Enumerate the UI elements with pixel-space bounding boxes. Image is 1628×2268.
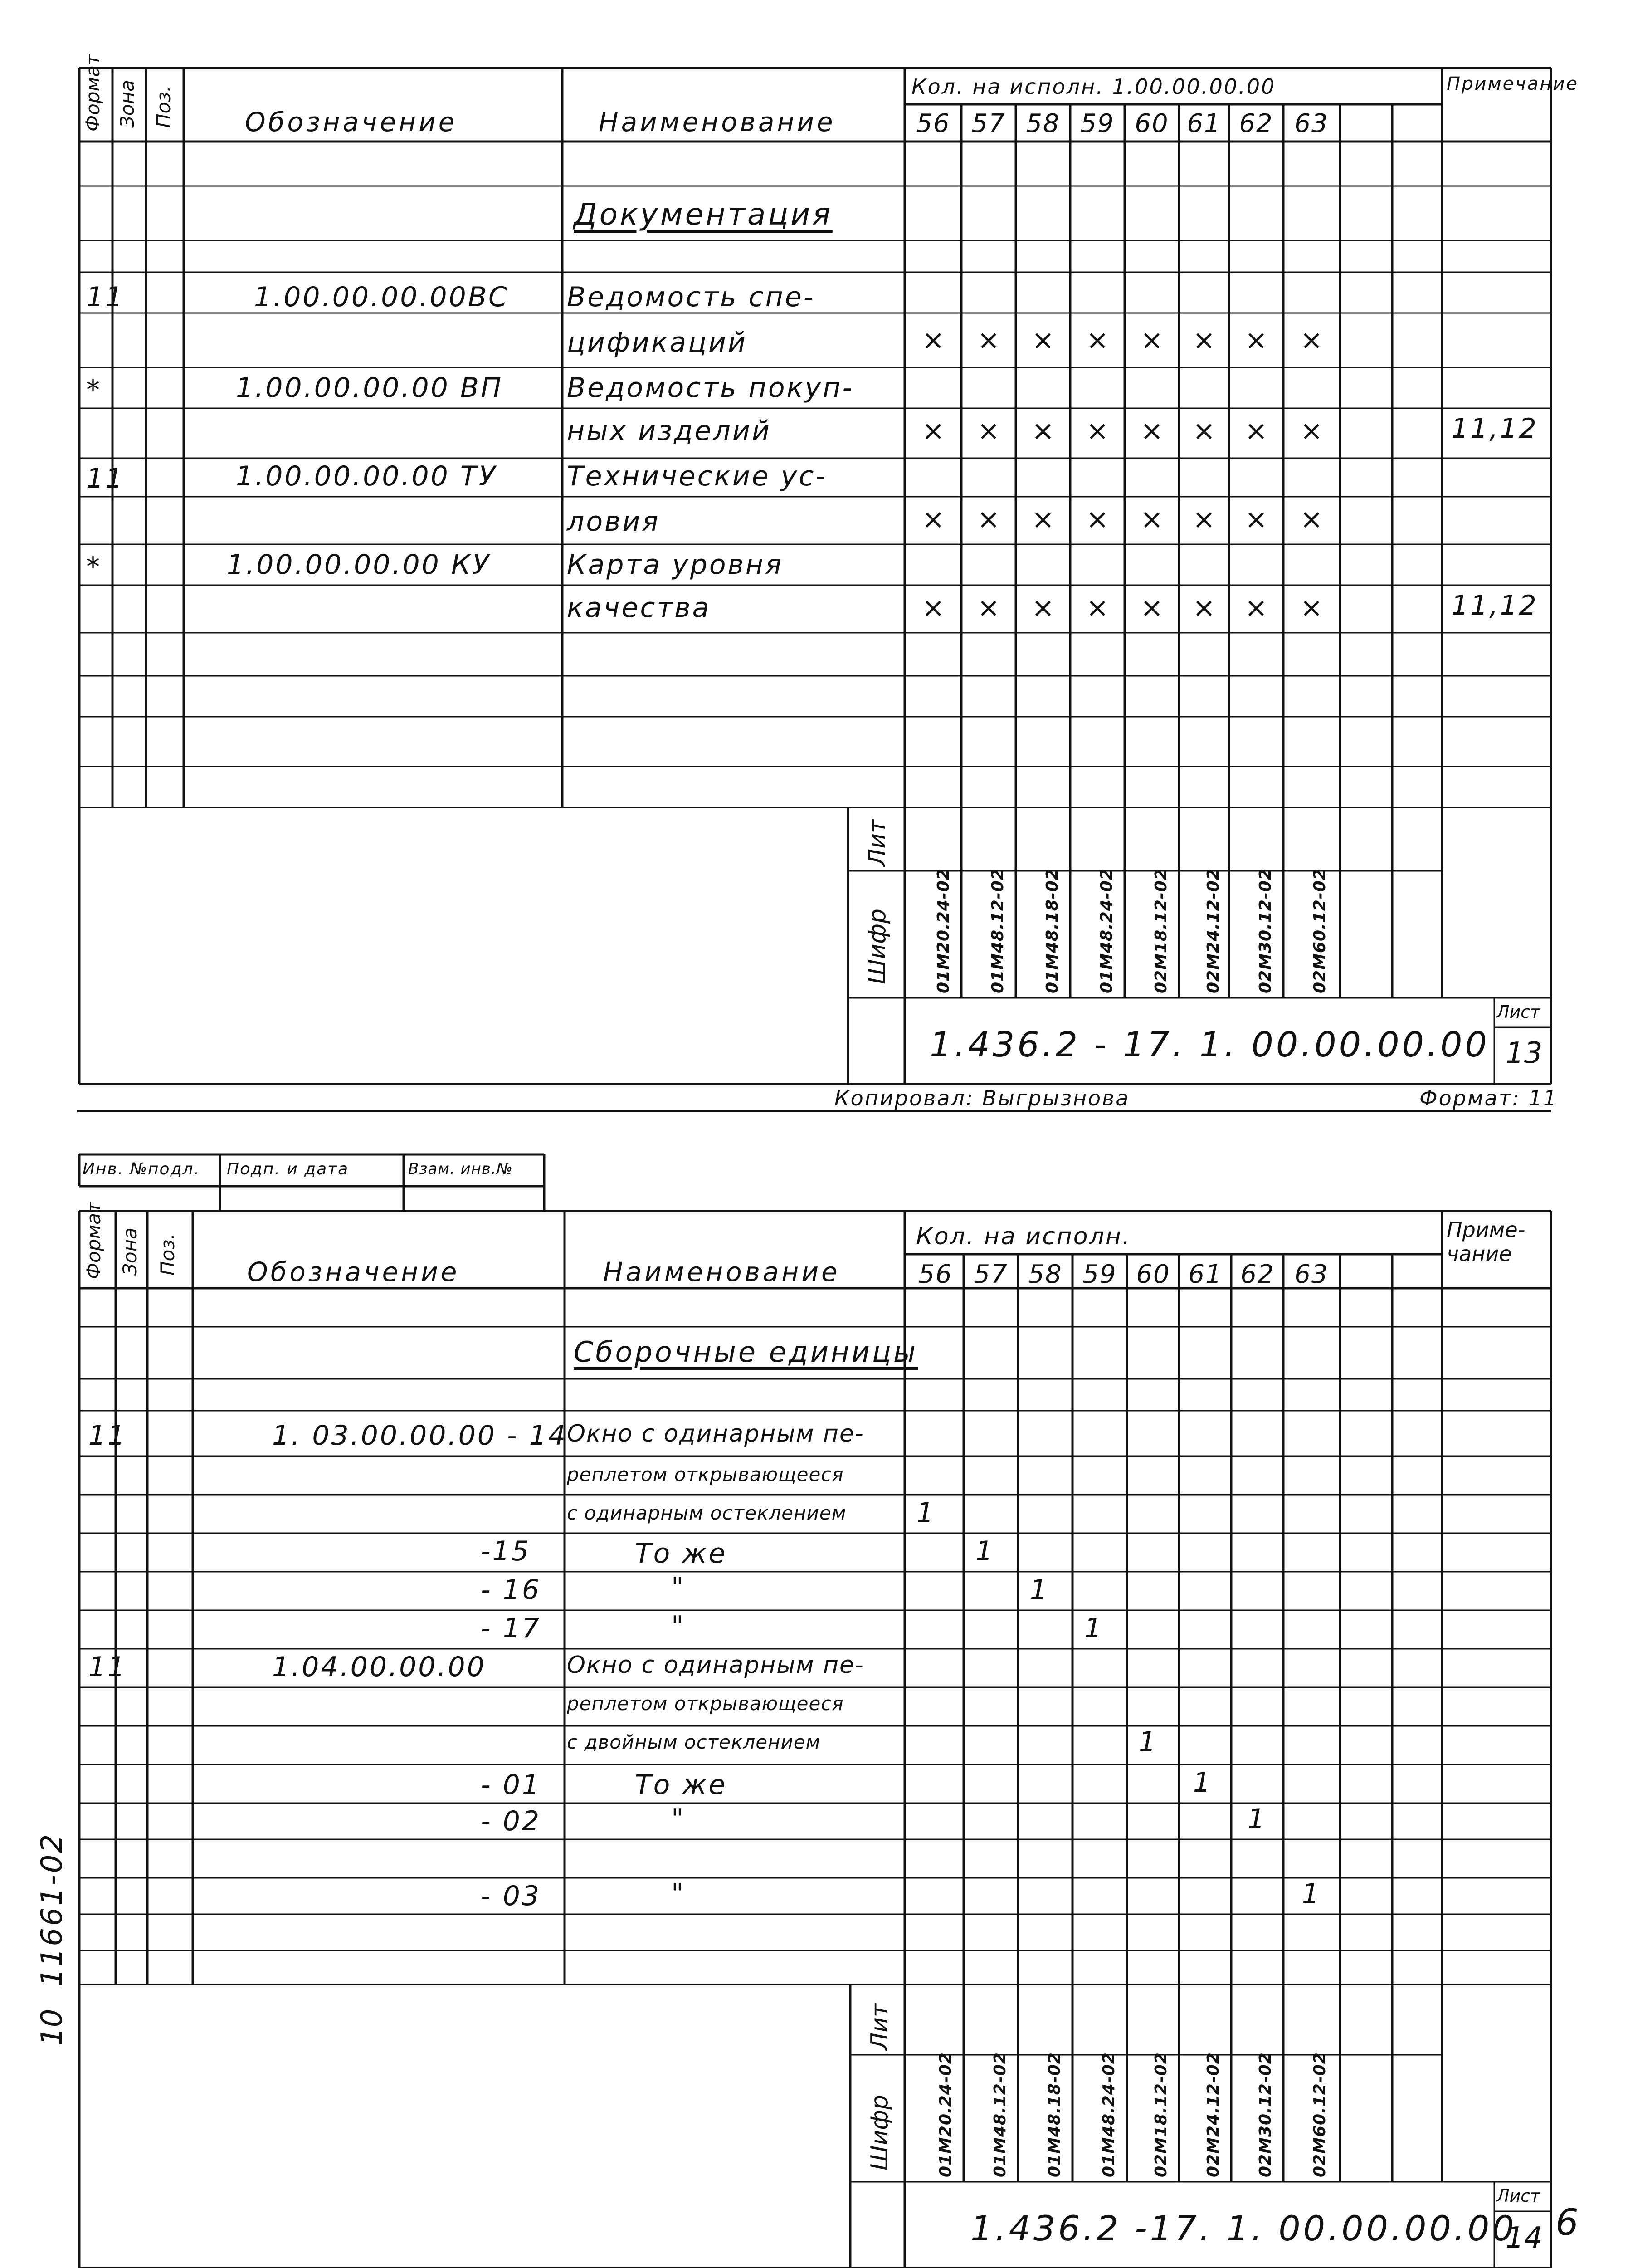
qty-mark: 1 [975, 1535, 993, 1567]
mark-60: × [1140, 503, 1164, 535]
row-name: с одинарным остеклением [567, 1502, 847, 1524]
side-page-number: 10 [35, 2009, 69, 2046]
corner-mark: 6 [1555, 2201, 1579, 2244]
cipher-code: 01М48.18-02 [1045, 2052, 1064, 2177]
row-designation: 1. 03.00.00.00 - 14 [272, 1420, 568, 1452]
row-name-line1: Ведомость спе- [567, 281, 815, 313]
qty-mark: 1 [916, 1497, 934, 1529]
document-number: 1.436.2 -17. 1. 00.00.00.00 [970, 2208, 1517, 2248]
mark-61: × [1192, 324, 1216, 356]
mark-59: × [1086, 324, 1109, 356]
row-name: с двойным остеклением [567, 1731, 821, 1753]
variant-59: 59 [1082, 1260, 1117, 1289]
variant-59: 59 [1080, 109, 1115, 138]
mark-56: × [921, 415, 945, 447]
row-note: 11,12 [1451, 590, 1538, 621]
mark-57: × [977, 415, 1000, 447]
cipher-code: 02М24.12-02 [1204, 868, 1223, 993]
row-name-line2: ных изделий [567, 415, 771, 447]
mark-63: × [1300, 324, 1323, 356]
row-name: " [671, 1878, 686, 1910]
row-name-line2: цификаций [567, 327, 747, 358]
row-name: " [671, 1572, 686, 1603]
cipher-label: Шифр [864, 909, 891, 984]
mark-58: × [1031, 324, 1055, 356]
variant-62: 62 [1239, 109, 1273, 138]
cipher-code: 02М18.12-02 [1152, 868, 1170, 993]
col-name-header: Наименование [599, 107, 836, 137]
variant-60: 60 [1136, 1260, 1170, 1289]
mark-56: × [921, 503, 945, 535]
sheet-number: 14 [1506, 2221, 1543, 2255]
mark-62: × [1244, 592, 1268, 624]
row-name: То же [635, 1538, 727, 1569]
variant-63: 63 [1294, 1260, 1329, 1289]
format-label: Формат: 11 [1419, 1086, 1558, 1110]
qty-mark: 1 [1247, 1803, 1265, 1835]
mark-61: × [1192, 415, 1216, 447]
mark-56: × [921, 324, 945, 356]
lit-label: Лит [866, 2003, 893, 2050]
col-note-header: Примечание [1447, 73, 1579, 94]
cipher-code: 01М20.24-02 [934, 868, 953, 993]
col-zone-header: Зона [116, 80, 138, 128]
mark-59: × [1086, 592, 1109, 624]
mark-63: × [1300, 415, 1323, 447]
mark-59: × [1086, 415, 1109, 447]
row-name: реплетом открывающееся [567, 1463, 844, 1486]
row-format: 11 [88, 1651, 127, 1683]
row-designation: 1.04.00.00.00 [272, 1651, 486, 1683]
row-designation: - 17 [481, 1613, 541, 1644]
variant-62: 62 [1240, 1260, 1275, 1289]
row-name-line2: качества [567, 592, 711, 624]
cipher-code: 02М18.12-02 [1152, 2052, 1170, 2177]
mark-58: × [1031, 503, 1055, 535]
row-name: Окно с одинарным пе- [567, 1420, 864, 1447]
mark-60: × [1140, 592, 1164, 624]
row-designation: - 03 [481, 1880, 541, 1912]
sheet-number: 13 [1506, 1036, 1543, 1070]
row-name-line1: Ведомость покуп- [567, 372, 854, 404]
mark-57: × [977, 324, 1000, 356]
col-designation-header: Обозначение [247, 1256, 460, 1287]
mark-59: × [1086, 503, 1109, 535]
row-format: * [86, 551, 102, 583]
row-name: " [671, 1610, 686, 1642]
row-designation: 1.00.00.00.00 ТУ [236, 460, 497, 492]
variant-63: 63 [1294, 109, 1329, 138]
mark-58: × [1031, 415, 1055, 447]
stamp-inv: Инв. №подл. [83, 1160, 200, 1178]
qty-mark: 1 [1029, 1574, 1048, 1606]
row-designation: 1.00.00.00.00ВС [254, 281, 509, 313]
qty-mark: 1 [1301, 1878, 1320, 1910]
row-name: " [671, 1803, 686, 1835]
sheet-label: Лист [1496, 1002, 1540, 1022]
cipher-code: 01М48.24-02 [1100, 2052, 1118, 2177]
row-designation: - 16 [481, 1574, 541, 1606]
lit-label: Лит [864, 819, 891, 866]
variant-56: 56 [918, 1260, 953, 1289]
side-album-code: 11661-02 [35, 1832, 69, 1987]
variant-61: 61 [1188, 1260, 1223, 1289]
variant-58: 58 [1026, 109, 1060, 138]
mark-60: × [1140, 324, 1164, 356]
cipher-code: 02М24.12-02 [1204, 2052, 1223, 2177]
row-format: 11 [88, 1420, 127, 1452]
variant-57: 57 [971, 109, 1006, 138]
row-name-line2: ловия [567, 506, 660, 538]
mark-63: × [1300, 592, 1323, 624]
qty-mark: 1 [1193, 1767, 1211, 1799]
cipher-code: 01М20.24-02 [936, 2052, 955, 2177]
mark-57: × [977, 503, 1000, 535]
cipher-code: 02М60.12-02 [1311, 868, 1329, 993]
col-note-header: Приме-чание [1447, 1217, 1526, 1266]
row-designation: - 01 [481, 1769, 541, 1801]
copied-by: Копировал: Выгрызнова [834, 1086, 1130, 1110]
col-qty-header: Кол. на исполн. [916, 1223, 1131, 1250]
variant-61: 61 [1187, 109, 1221, 138]
row-format: 11 [86, 463, 125, 494]
cipher-code: 02М30.12-02 [1256, 2052, 1275, 2177]
row-designation: -15 [481, 1535, 531, 1567]
cipher-code: 01М48.24-02 [1097, 868, 1116, 993]
col-designation-header: Обозначение [245, 107, 458, 137]
document-number: 1.436.2 - 17. 1. 00.00.00.00 [930, 1024, 1490, 1065]
mark-57: × [977, 592, 1000, 624]
col-pos-header: Поз. [156, 1233, 179, 1276]
variant-58: 58 [1028, 1260, 1063, 1289]
cipher-code: 02М30.12-02 [1256, 868, 1275, 993]
row-name: То же [635, 1769, 727, 1801]
mark-61: × [1192, 592, 1216, 624]
row-designation: 1.00.00.00.00 ВП [236, 372, 503, 404]
mark-62: × [1244, 415, 1268, 447]
sheet-label: Лист [1496, 2186, 1540, 2206]
row-designation: 1.00.00.00.00 КУ [227, 549, 491, 581]
cipher-code: 01М48.18-02 [1043, 868, 1062, 993]
mark-58: × [1031, 592, 1055, 624]
row-designation: - 02 [481, 1805, 541, 1837]
row-note: 11,12 [1451, 413, 1538, 445]
mark-56: × [921, 592, 945, 624]
row-name: Окно с одинарным пе- [567, 1652, 864, 1679]
row-format: * [86, 374, 102, 406]
cipher-label: Шифр [866, 2095, 893, 2170]
col-format-header: Формат [83, 1202, 105, 1279]
col-format-header: Формат [82, 54, 104, 132]
cipher-code: 01М48.12-02 [989, 868, 1007, 993]
row-name: реплетом открывающееся [567, 1692, 844, 1715]
row-name-line1: Карта уровня [567, 549, 784, 581]
col-name-header: Наименование [603, 1256, 840, 1287]
mark-62: × [1244, 503, 1268, 535]
sheet-14 [0, 1143, 1628, 2268]
qty-mark: 1 [1138, 1726, 1156, 1758]
mark-60: × [1140, 415, 1164, 447]
col-zone-header: Зона [119, 1227, 141, 1276]
stamp-sign: Подп. и дата [227, 1160, 349, 1178]
cipher-code: 01М48.12-02 [991, 2052, 1009, 2177]
cipher-code: 02М60.12-02 [1311, 2052, 1329, 2177]
qty-mark: 1 [1084, 1613, 1102, 1644]
variant-57: 57 [974, 1260, 1008, 1289]
stamp-repl: Взам. инв.№ [408, 1160, 513, 1178]
variant-56: 56 [916, 109, 950, 138]
row-name-line1: Технические ус- [567, 460, 828, 492]
col-pos-header: Поз. [152, 86, 175, 128]
mark-62: × [1244, 324, 1268, 356]
section-title-documentation: Документация [574, 197, 833, 232]
row-format: 11 [86, 281, 125, 313]
variant-60: 60 [1135, 109, 1169, 138]
mark-61: × [1192, 503, 1216, 535]
section-title-assembly-units: Сборочные единицы [574, 1335, 918, 1369]
mark-63: × [1300, 503, 1323, 535]
col-qty-header: Кол. на исполн. 1.00.00.00.00 [911, 74, 1276, 99]
